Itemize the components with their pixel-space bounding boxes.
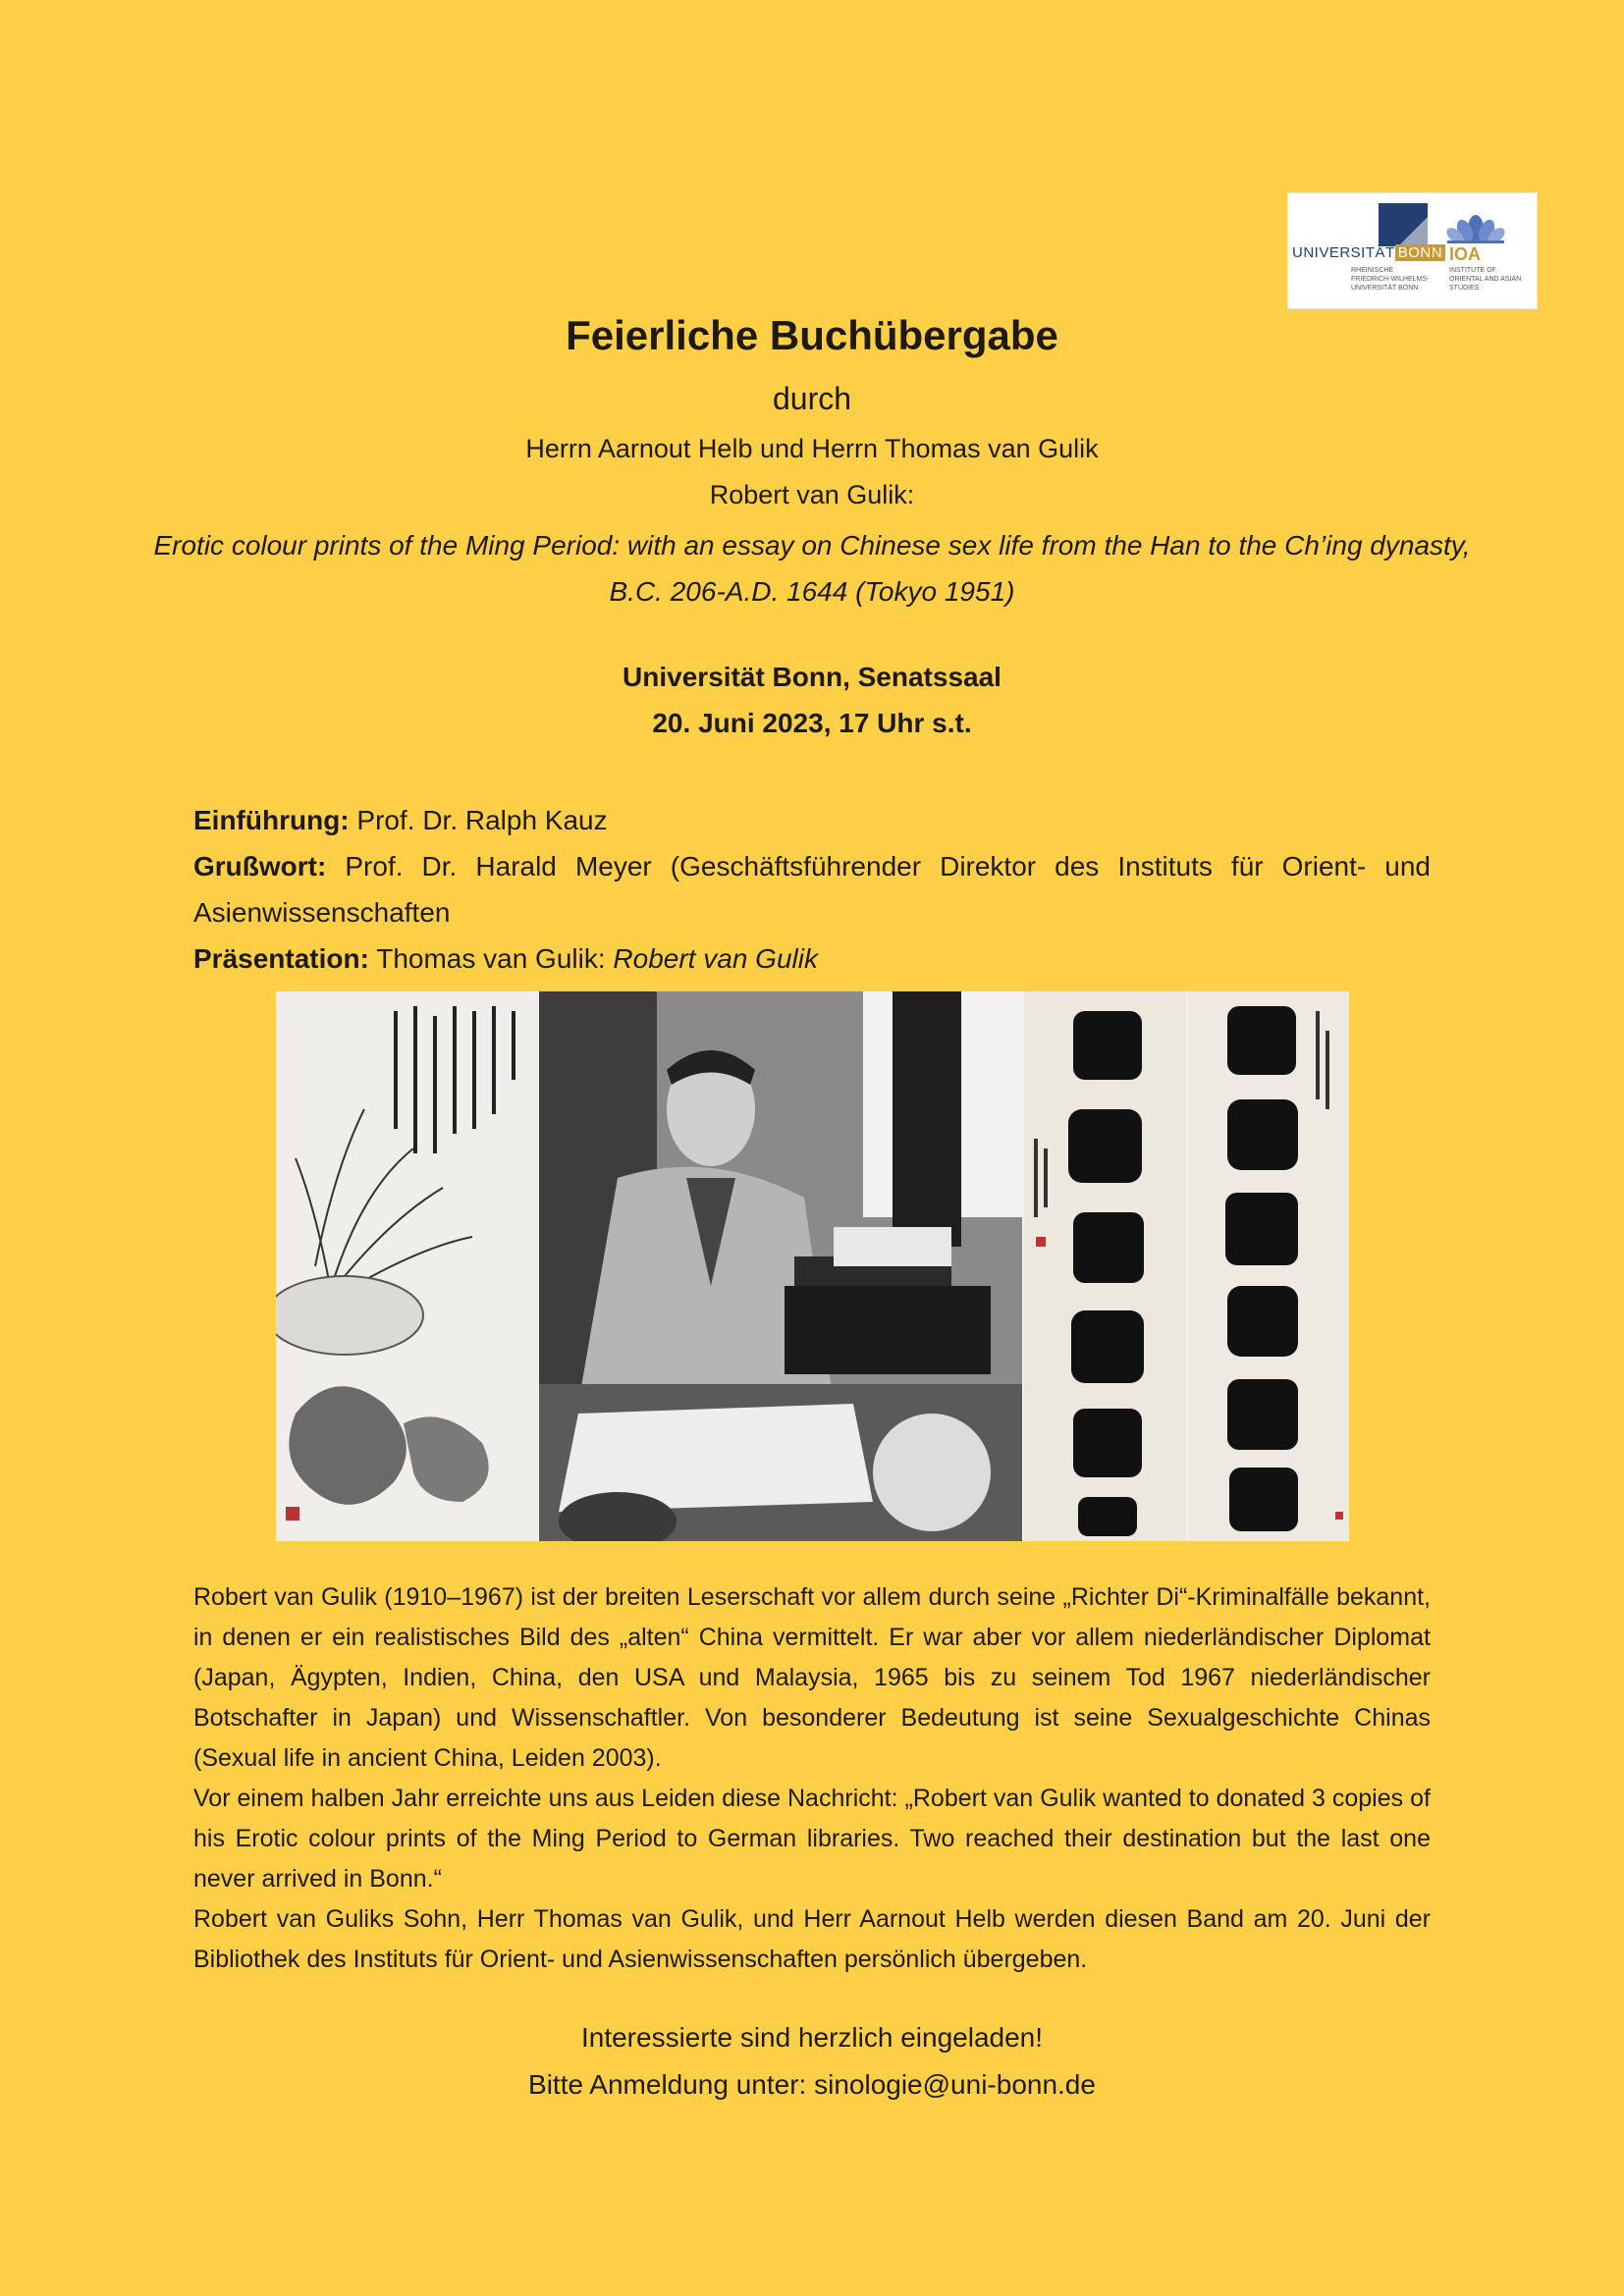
logo-university-name: UNIVERSITÄT BONN <box>1292 244 1445 261</box>
author-line: Robert van Gulik: <box>709 480 915 509</box>
program-intro: Einführung: Prof. Dr. Ralph Kauz <box>193 805 608 835</box>
bio-paragraph-3: Robert van Guliks Sohn, Herr Thomas van Gulik, und Herr Aarnout Helb werden diesen Band am 20. Juni der Bibliothek des Instituts für Orient- und Asienwissenschaften persönlich übergeben. <box>193 1905 1431 1973</box>
university-emblem-icon <box>1379 203 1428 246</box>
logo-institute-subtitle: INSTITUTE OF ORIENTAL AND ASIAN STUDIES <box>1449 267 1522 292</box>
bio-paragraph-1: Robert van Gulik (1910–1967) ist der breiten Leserschaft vor allem durch seine „Richter Di“-Kriminalfälle bekannt, in denen er ein realistisches Bild des „alten“ China vermittelt. Er war aber vor allem niederländischer Diplomat (Japan, Ägypten, Indien, China, den USA und Malaysia, 1965 bis zu seinem Tod 1967 niederländischer Botschafter in Japan) und Wissenschaftler. Von besonderer Bedeutung ist seine Sexualgeschichte Chinas (Sexual life in ancient China, Leiden 2003). <box>193 1583 1431 1772</box>
registration-text: Bitte Anmeldung unter: sinologie@uni-bonn.de <box>528 2069 1096 2100</box>
hosts-line: Herrn Aarnout Helb und Herrn Thomas van Gulik <box>525 434 1099 463</box>
by-line: durch <box>772 381 852 416</box>
logo-institute-name: IOA <box>1449 244 1482 264</box>
calligraphy-scroll-right-image <box>1188 991 1349 1541</box>
page-title: Feierliche Buchübergabe <box>566 312 1058 358</box>
invitation-text: Interessierte sind herzlich eingeladen! <box>580 2022 1044 2053</box>
photo-collage <box>276 991 1349 1541</box>
program-presentation: Präsentation: Thomas van Gulik: Robert van Gulik <box>193 943 818 974</box>
program-section <box>193 797 1431 982</box>
event-date: 20. Juni 2023, 17 Uhr s.t. <box>652 708 972 738</box>
university-logo <box>1287 192 1538 309</box>
logo-university-subtitle: RHEINISCHE FRIEDRICH-WILHELMS-UNIVERSITÄT BONN <box>1351 267 1430 292</box>
bio-paragraph-2: Vor einem halben Jahr erreichte uns aus Leiden diese Nachricht: „Robert van Gulik wanted to donated 3 copies of his Erotic colour prints of the Ming Period to German libraries. Two reached their destination but the last one never arrived in Bonn.“ <box>193 1785 1431 1893</box>
orchid-painting-image <box>276 991 537 1541</box>
program-greeting: Grußwort: Prof. Dr. Harald Meyer (Geschäftsführender Direktor des Instituts für Orient- und Asienwissenschaften <box>193 851 1431 928</box>
lotus-icon <box>1443 201 1508 244</box>
event-venue: Universität Bonn, Senatssaal <box>623 662 1001 692</box>
portrait-photo-image <box>539 991 1022 1541</box>
calligraphy-scroll-left-image <box>1024 991 1186 1541</box>
book-title: Erotic colour prints of the Ming Period: with an essay on Chinese sex life from the Han to the Ch’ing dynasty, B.C. 206-A.D. 1644 (Tokyo 1951) <box>153 530 1471 607</box>
biography-section <box>193 1577 1431 1980</box>
